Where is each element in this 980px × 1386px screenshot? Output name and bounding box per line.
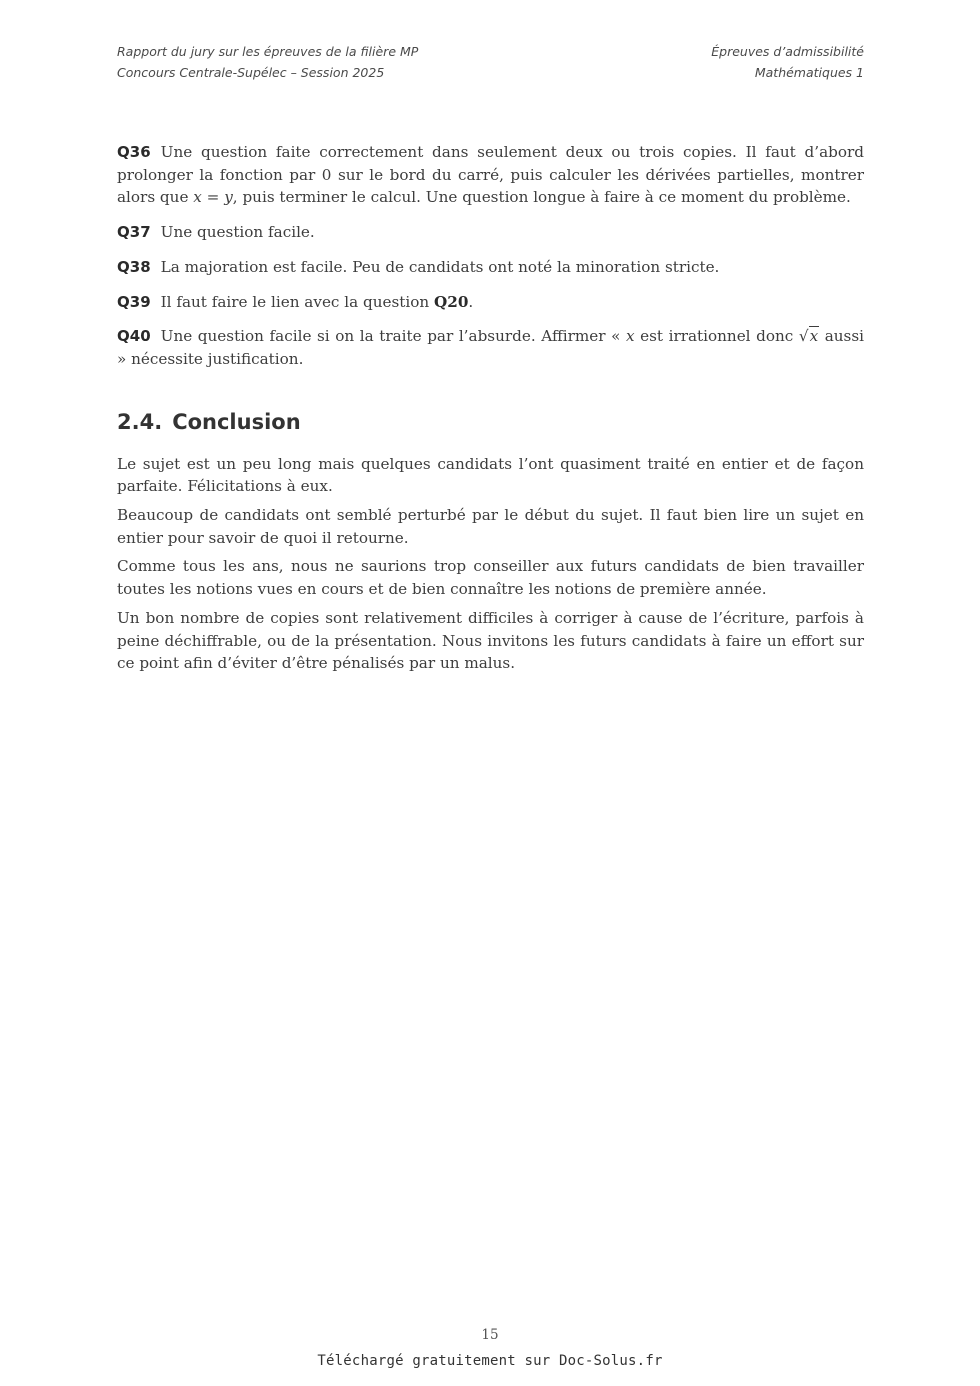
math-variable: x bbox=[625, 327, 635, 346]
conclusion-paragraph: Le sujet est un peu long mais quelques candidats l’ont quasiment traité en entier et de façon parfaite. Félicitations à eux. bbox=[117, 454, 864, 496]
header-left bbox=[117, 41, 418, 83]
question-text: Il faut faire le lien avec la question bbox=[160, 292, 435, 311]
header-subject: Mathématiques 1 bbox=[754, 65, 864, 80]
question-q37 bbox=[117, 221, 864, 244]
section-number: 2.4. bbox=[117, 409, 163, 434]
question-id: Q38 bbox=[117, 257, 151, 276]
question-text: Une question facile si on la traite par l’absurde. Affirmer « bbox=[160, 327, 626, 346]
radicand: x bbox=[809, 327, 819, 346]
radical-sign: √ bbox=[798, 327, 809, 346]
question-text-cont: est irrationnel donc bbox=[634, 327, 799, 346]
question-q38 bbox=[117, 256, 864, 279]
question-text: Une question facile. bbox=[160, 223, 315, 242]
question-id: Q36 bbox=[117, 143, 151, 161]
square-root-expression bbox=[799, 326, 819, 345]
question-text-cont: . bbox=[468, 292, 474, 311]
page-content bbox=[117, 141, 864, 681]
header-exam-type: Épreuves d’admissibilité bbox=[711, 44, 864, 59]
page-header bbox=[117, 41, 864, 83]
question-id: Q39 bbox=[117, 292, 151, 311]
page-number: 15 bbox=[481, 1327, 499, 1343]
math-expression: x = y bbox=[193, 188, 233, 207]
section-heading bbox=[117, 409, 864, 435]
download-footer: Téléchargé gratuitement sur Doc-Solus.fr bbox=[317, 1353, 663, 1369]
conclusion-paragraph: Comme tous les ans, nous ne saurions trop conseiller aux futurs candidats de bien travailler toutes les notions vues en cours et de bien connaître les notions de première année. bbox=[117, 557, 864, 599]
question-q40 bbox=[117, 325, 864, 370]
question-q39 bbox=[117, 291, 864, 314]
question-text-cont: , puis terminer le calcul. Une question longue à faire à ce moment du problème. bbox=[232, 188, 851, 207]
question-q36 bbox=[117, 141, 864, 209]
question-reference: Q20 bbox=[434, 292, 469, 311]
header-report-title: Rapport du jury sur les épreuves de la filière MP bbox=[117, 44, 419, 59]
question-id: Q40 bbox=[117, 327, 151, 346]
question-id: Q37 bbox=[117, 223, 151, 242]
question-text-end: aussi » nécessite justification. bbox=[117, 327, 865, 368]
question-text: La majoration est facile. Peu de candidats ont noté la minoration stricte. bbox=[160, 257, 720, 276]
conclusion-paragraph: Beaucoup de candidats ont semblé perturbé par le début du sujet. Il faut bien lire un sujet en entier pour savoir de quoi il retourne. bbox=[117, 506, 864, 547]
conclusion-paragraph: Un bon nombre de copies sont relativement difficiles à corriger à cause de l’écriture, parfois à peine déchiffrable, ou de la présentation. Nous invitons les futurs candidats à faire un effort sur ce point afin d’éviter d’être pénalisés par un malus. bbox=[117, 608, 864, 673]
question-text: Une question faite correctement dans seulement deux ou trois copies. Il faut d’abord prolonger la fonction par 0 sur le bord du carré, puis calculer les dérivées partielles, montrer alors que bbox=[117, 143, 864, 207]
header-session: Concours Centrale-Supélec – Session 2025 bbox=[117, 65, 385, 80]
section-title: Conclusion bbox=[172, 409, 301, 434]
header-right bbox=[711, 41, 864, 83]
